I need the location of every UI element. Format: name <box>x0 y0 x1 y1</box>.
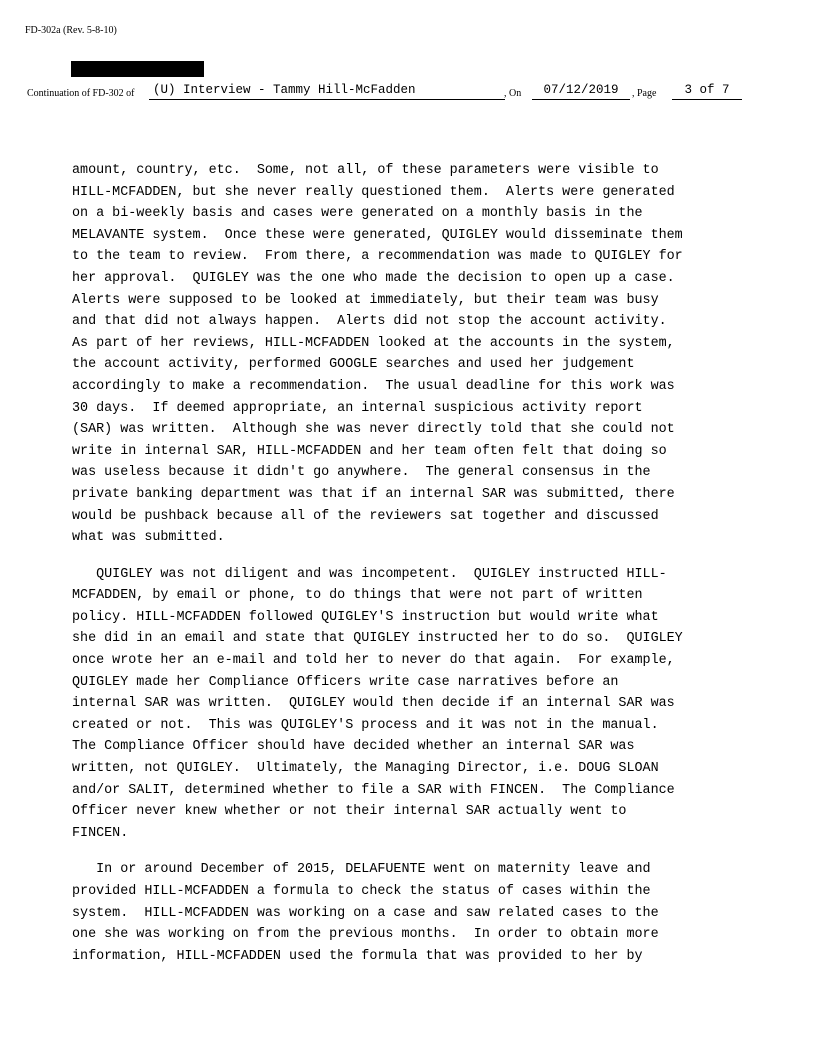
narrative-body <box>72 160 772 967</box>
date-field: 07/12/2019 <box>532 82 630 100</box>
subject-field: (U) Interview - Tammy Hill-McFadden <box>149 82 505 100</box>
page-label: , Page <box>632 88 657 99</box>
on-label: , On <box>504 88 522 99</box>
continuation-label: Continuation of FD-302 of <box>27 88 135 99</box>
page-number-field: 3 of 7 <box>672 82 742 100</box>
redaction-block <box>71 61 204 77</box>
paragraph: amount, country, etc. Some, not all, of these parameters were visible to HILL-MCFADDEN, but she never really questioned them. Alerts were generated on a bi-weekly basis and cases were generated on a monthly basis in the MELAVANTE system. Once these were generated, QUIGLEY would disseminate them to the team to review. From there, a recommendation was made to QUIGLEY for her approval. QUIGLEY was the one who made the decision to open up a case. Alerts were supposed to be looked at immediately, but their team was busy and that did not always happen. Alerts did not stop the account activity. As part of her reviews, HILL-MCFADDEN looked at the accounts in the system, the account activity, performed GOOGLE searches and used her judgement accordingly to make a recommendation. The usual deadline for this work was 30 days. If deemed appropriate, an internal suspicious activity report (SAR) was written. Although she was never directly told that she could not write in internal SAR, HILL-MCFADDEN and her team often felt that doing so was useless because it didn't go anywhere. The general consensus in the private banking department was that if an internal SAR was submitted, there would be pushback because all of the reviewers sat together and discussed what was submitted. <box>72 163 683 546</box>
continuation-header <box>27 82 787 102</box>
paragraph: QUIGLEY was not diligent and was incompetent. QUIGLEY instructed HILL- MCFADDEN, by email or phone, to do things that were not part of written policy. HILL-MCFADDEN followed QUIGLEY'S instruction but would write what she did in an email and state that QUIGLEY instructed her to do so. QUIGLEY once wrote her an e-mail and told her to never do that again. For example, QUIGLEY made her Compliance Officers write case narratives before an internal SAR was written. QUIGLEY would then decide if an internal SAR was created or not. This was QUIGLEY'S process and it was not in the manual. The Compliance Officer should have decided whether an internal SAR was written, not QUIGLEY. Ultimately, the Managing Director, i.e. DOUG SLOAN and/or SALIT, determined whether to file a SAR with FINCEN. The Compliance Officer never knew whether or not their internal SAR actually went to FINCEN. <box>72 566 683 841</box>
form-id: FD-302a (Rev. 5-8-10) <box>25 25 117 36</box>
paragraph: In or around December of 2015, DELAFUENTE went on maternity leave and provided HILL-MCFADDEN a formula to check the status of cases within the system. HILL-MCFADDEN was working on a case and saw related cases to the one she was working on from the previous months. In order to obtain more information, HILL-MCFADDEN used the formula that was provided to her by <box>72 862 659 964</box>
